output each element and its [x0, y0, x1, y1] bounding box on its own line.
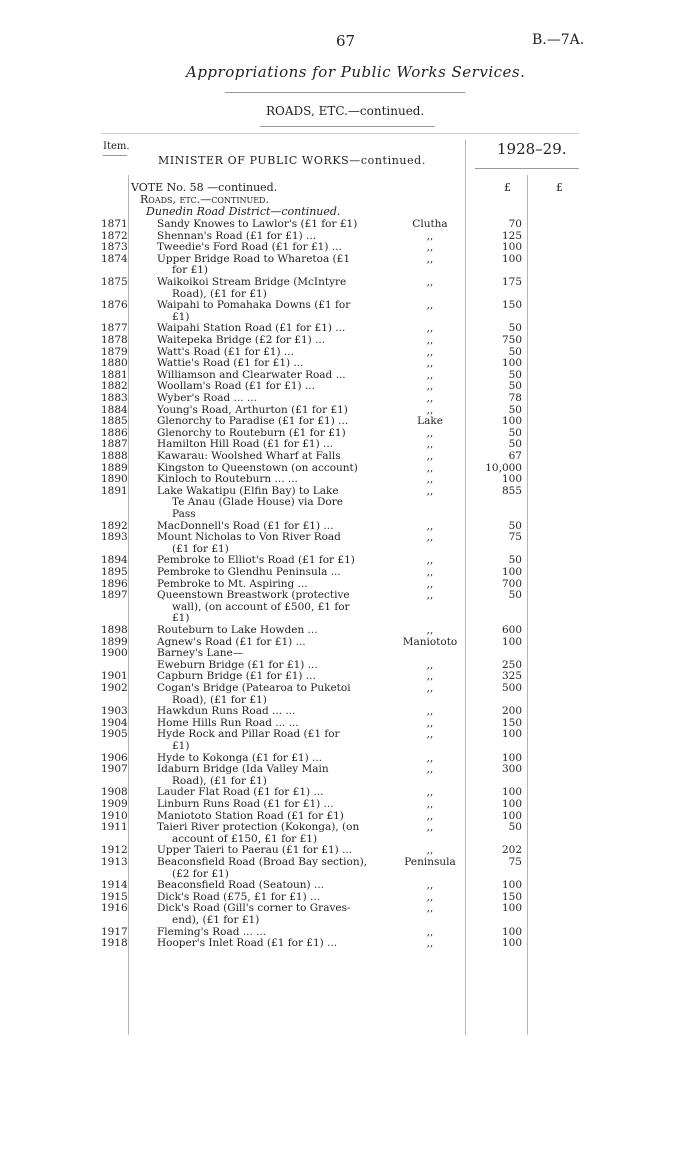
table-row — [0, 763, 700, 787]
item-description: Hawkdun Runs Road ... ... — [157, 705, 296, 718]
item-description: Queenstown Breastwork (protective — [157, 589, 350, 602]
item-description: Idaburn Bridge (Ida Valley Main — [157, 763, 329, 776]
district: ,, — [426, 879, 434, 892]
item-description: Home Hills Run Road ... ... — [157, 716, 299, 729]
district: ,, — [426, 357, 434, 370]
amount: 100 — [501, 415, 522, 428]
district: ,, — [426, 902, 434, 915]
item-number: 1895 — [101, 566, 128, 578]
amount: 100 — [501, 728, 522, 741]
district: ,, — [426, 229, 434, 242]
district: ,, — [426, 798, 434, 810]
amount: 100 — [501, 798, 522, 810]
district: ,, — [426, 705, 434, 718]
item-description: MacDonnell's Road (£1 for £1) ... — [157, 519, 334, 532]
table-top-rule — [101, 133, 579, 134]
amount: 100 — [501, 786, 522, 799]
district: ,, — [426, 450, 434, 462]
item-description: Lauder Flat Road (£1 for £1) ... — [157, 786, 324, 799]
table-row — [0, 856, 700, 880]
district: ,, — [426, 461, 434, 474]
amount: 50 — [508, 519, 522, 532]
amount: 50 — [508, 368, 522, 381]
item-description: Maniototo Station Road (£1 for £1) — [157, 809, 344, 822]
amount: 100 — [501, 566, 522, 578]
district: ,, — [426, 426, 434, 439]
item-description: Williamson and Clearwater Road ... — [157, 368, 346, 381]
item-number: 1877 — [101, 322, 128, 335]
item-description: £1) — [172, 739, 190, 752]
item-description: Shennan's Road (£1 for £1) ... — [157, 229, 317, 242]
district: ,, — [426, 925, 434, 938]
item-description: Dick's Road (Gill's corner to Graves- — [157, 902, 351, 915]
item-number: 1893 — [101, 531, 128, 544]
district: ,, — [426, 763, 434, 776]
item-number: 1873 — [101, 241, 128, 254]
item-description: wall), (on account of £500, £1 for — [172, 600, 350, 613]
item-description: Waipahi Station Road (£1 for £1) ... — [157, 322, 346, 335]
amount: 50 — [508, 589, 522, 602]
table-row — [0, 821, 700, 845]
table-row — [0, 728, 700, 752]
amount: 125 — [501, 229, 522, 242]
district: ,, — [426, 728, 434, 741]
district: ,, — [426, 577, 434, 590]
item-number: 1912 — [101, 844, 128, 857]
item-number: 1905 — [101, 728, 128, 741]
page-number: 67 — [336, 32, 356, 50]
item-number: 1888 — [101, 450, 128, 462]
item-description: Hyde Rock and Pillar Road (£1 for — [157, 728, 340, 741]
item-number: 1894 — [101, 554, 128, 567]
district: ,, — [426, 751, 434, 764]
amount: 150 — [501, 890, 522, 903]
item-number: 1872 — [101, 229, 128, 242]
item-description: Watt's Road (£1 for £1) ... — [157, 345, 294, 358]
title-rule — [225, 92, 465, 93]
district: ,, — [426, 716, 434, 729]
item-number: 1886 — [101, 426, 128, 439]
district: ,, — [426, 682, 434, 694]
amount: 300 — [501, 763, 522, 776]
item-description: Eweburn Bridge (£1 for £1) ... — [157, 658, 318, 671]
amount: 325 — [501, 670, 522, 683]
district: ,, — [426, 484, 434, 497]
amount: 500 — [501, 682, 522, 694]
district: ,, — [426, 554, 434, 567]
table-row — [0, 902, 700, 926]
item-description: Kawarau: Woolshed Wharf at Falls — [157, 450, 341, 462]
district: ,, — [426, 809, 434, 822]
table-row — [0, 937, 700, 950]
item-number: 1900 — [101, 647, 128, 660]
amount: 10,000 — [485, 461, 522, 474]
district: ,, — [426, 658, 434, 671]
item-number: 1880 — [101, 357, 128, 370]
item-description: account of £150, £1 for £1) — [172, 832, 318, 845]
amount: 150 — [501, 716, 522, 729]
item-column-header: Item. — [103, 141, 130, 152]
item-number: 1906 — [101, 751, 128, 764]
item-number: 1915 — [101, 890, 128, 903]
item-description: Waitepeka Bridge (£2 for £1) ... — [157, 334, 326, 346]
amount: 855 — [501, 484, 522, 497]
district: ,, — [426, 624, 434, 636]
district: ,, — [426, 844, 434, 857]
amount: 700 — [501, 577, 522, 590]
amount: 250 — [501, 658, 522, 671]
amount: 75 — [508, 856, 522, 868]
amount: 67 — [508, 450, 522, 462]
table-row — [0, 252, 700, 277]
item-description: (£2 for £1) — [172, 867, 229, 880]
item-description: Road), (£1 for £1) — [172, 774, 267, 787]
item-description: Upper Bridge Road to Wharetoa (£1 — [157, 252, 351, 265]
item-number: 1885 — [101, 415, 128, 428]
item-description: Waipahi to Pomahaka Downs (£1 for — [157, 299, 351, 312]
item-description: Taieri River protection (Kokonga), (on — [157, 821, 360, 834]
item-description: Glenorchy to Paradise (£1 for £1) ... — [157, 415, 349, 428]
table-row — [0, 276, 700, 300]
table-row — [0, 531, 700, 555]
item-number: 1890 — [101, 473, 128, 486]
item-number: 1910 — [101, 809, 128, 822]
district: ,, — [426, 438, 434, 451]
vote-heading: VOTE No. 58 —continued. — [131, 181, 278, 194]
district: ,, — [426, 786, 434, 799]
district: ,, — [426, 890, 434, 903]
amount: 50 — [508, 345, 522, 358]
item-description: for £1) — [172, 264, 209, 277]
item-number: 1884 — [101, 403, 128, 416]
item-description: Routeburn to Lake Howden ... — [157, 624, 318, 636]
section-rule — [260, 126, 435, 127]
amount: 100 — [501, 809, 522, 822]
amount: 50 — [508, 322, 522, 335]
table-row — [0, 589, 700, 625]
item-number: 1871 — [101, 218, 128, 230]
item-description: Kinloch to Routeburn ... ... — [157, 473, 298, 486]
item-description: Lake Wakatipu (Elfin Bay) to Lake — [157, 484, 339, 497]
item-number: 1918 — [101, 937, 128, 950]
amount: 50 — [508, 438, 522, 451]
district: Peninsula — [404, 856, 456, 868]
item-description: Linburn Runs Road (£1 for £1) ... — [157, 798, 334, 810]
item-description: Road), (£1 for £1) — [172, 693, 267, 706]
district: ,, — [426, 566, 434, 578]
item-number: 1913 — [101, 856, 128, 868]
item-description: end), (£1 for £1) — [172, 913, 260, 926]
table-row — [0, 484, 700, 520]
item-description: Sandy Knowes to Lawlor's (£1 for £1) — [157, 218, 358, 230]
district: ,, — [426, 670, 434, 683]
item-number: 1911 — [101, 821, 128, 834]
district: ,, — [426, 937, 434, 950]
district: ,, — [426, 392, 434, 404]
district: Maniototo — [402, 635, 458, 648]
amount: 100 — [501, 357, 522, 370]
district: ,, — [426, 368, 434, 381]
district: ,, — [426, 252, 434, 265]
pound-column-1: £ — [504, 181, 511, 194]
item-description: Wyber's Road ... ... — [157, 392, 257, 404]
amount: 175 — [501, 276, 522, 288]
ministry-heading: MINISTER OF PUBLIC WORKS—continued. — [158, 154, 426, 167]
item-description: Mount Nicholas to Von River Road — [157, 531, 341, 544]
amount: 100 — [501, 879, 522, 892]
district: ,, — [426, 334, 434, 346]
item-number: 1908 — [101, 786, 128, 799]
amount: 100 — [501, 635, 522, 648]
item-number: 1891 — [101, 484, 128, 497]
amount: 100 — [501, 902, 522, 915]
item-description: Kingston to Queenstown (on account) — [157, 461, 358, 474]
district-heading: Dunedin Road District—continued. — [146, 205, 341, 218]
district: ,, — [426, 241, 434, 254]
item-description: Agnew's Road (£1 for £1) ... — [157, 635, 306, 648]
item-description: Pass — [172, 507, 196, 520]
item-description: Pembroke to Elliot's Road (£1 for £1) — [157, 554, 355, 567]
amount: 600 — [501, 624, 522, 636]
table-row — [0, 682, 700, 706]
item-number: 1892 — [101, 519, 128, 532]
district: ,, — [426, 380, 434, 393]
district: ,, — [426, 589, 434, 602]
section-heading: ROADS, ETC.—continued. — [266, 104, 425, 118]
item-number: 1898 — [101, 624, 128, 636]
amount: 100 — [501, 751, 522, 764]
item-description: Glenorchy to Routeburn (£1 for £1) — [157, 426, 346, 439]
amount: 50 — [508, 426, 522, 439]
item-number: 1874 — [101, 252, 128, 265]
amount: 50 — [508, 380, 522, 393]
table-row — [0, 299, 700, 323]
item-description: Hyde to Kokonga (£1 for £1) ... — [157, 751, 323, 764]
item-description: (£1 for £1) — [172, 542, 229, 555]
district: ,, — [426, 276, 434, 288]
district: ,, — [426, 299, 434, 312]
item-number: 1901 — [101, 670, 128, 683]
item-number: 1904 — [101, 716, 128, 729]
item-description: Woollam's Road (£1 for £1) ... — [157, 380, 315, 393]
item-number: 1889 — [101, 461, 128, 474]
amount: 100 — [501, 473, 522, 486]
amount: 50 — [508, 821, 522, 834]
item-number: 1879 — [101, 345, 128, 358]
item-number: 1878 — [101, 334, 128, 346]
item-description: Hooper's Inlet Road (£1 for £1) ... — [157, 937, 338, 950]
item-description: Capburn Bridge (£1 for £1) ... — [157, 670, 316, 683]
amount: 200 — [501, 705, 522, 718]
district: ,, — [426, 403, 434, 416]
item-number: 1896 — [101, 577, 128, 590]
item-number: 1903 — [101, 705, 128, 718]
item-number: 1909 — [101, 798, 128, 810]
item-number: 1907 — [101, 763, 128, 776]
item-header-rule — [103, 155, 127, 156]
district: Lake — [417, 415, 443, 428]
item-description: Pembroke to Glendhu Peninsula ... — [157, 566, 341, 578]
district: ,, — [426, 519, 434, 532]
item-description: Hamilton Hill Road (£1 for £1) ... — [157, 438, 334, 451]
year-column-header: 1928–29. — [497, 140, 567, 158]
page-title: Appropriations for Public Works Services. — [186, 63, 526, 81]
document-reference: B.—7A. — [532, 32, 585, 48]
amount: 100 — [501, 937, 522, 950]
item-number: 1875 — [101, 276, 128, 288]
item-number: 1883 — [101, 392, 128, 404]
item-description: Beaconsfield Road (Seatoun) ... — [157, 879, 325, 892]
amount: 750 — [501, 334, 522, 346]
amount: 50 — [508, 403, 522, 416]
item-description: Young's Road, Arthurton (£1 for £1) — [157, 403, 348, 416]
item-description: Fleming's Road ... ... — [157, 925, 267, 938]
item-number: 1881 — [101, 368, 128, 381]
amount: 78 — [508, 392, 522, 404]
item-description: £1) — [172, 310, 190, 323]
item-description: Beaconsfield Road (Broad Bay section), — [157, 856, 368, 868]
amount: 100 — [501, 241, 522, 254]
district: ,, — [426, 473, 434, 486]
item-number: 1876 — [101, 299, 128, 312]
item-description: Barney's Lane— — [157, 647, 244, 660]
item-description: Waikoikoi Stream Bridge (McIntyre — [157, 276, 347, 288]
amount: 150 — [501, 299, 522, 312]
item-description: Upper Taieri to Paerau (£1 for £1) ... — [157, 844, 353, 857]
item-number: 1899 — [101, 635, 128, 648]
district: ,, — [426, 531, 434, 544]
subvote-heading: Roads, etc.—continued. — [140, 193, 269, 206]
item-number: 1914 — [101, 879, 128, 892]
amount: 100 — [501, 252, 522, 265]
item-description: Te Anau (Glade House) via Dore — [172, 496, 343, 509]
amount: 202 — [501, 844, 522, 857]
item-number: 1897 — [101, 589, 128, 602]
item-description: Wattie's Road (£1 for £1) ... — [157, 357, 304, 370]
item-description: Dick's Road (£75, £1 for £1) ... — [157, 890, 321, 903]
year-header-rule — [475, 168, 579, 169]
item-number: 1887 — [101, 438, 128, 451]
district: ,, — [426, 322, 434, 335]
item-description: Cogan's Bridge (Patearoa to Puketoi — [157, 682, 351, 694]
district: ,, — [426, 345, 434, 358]
amount: 100 — [501, 925, 522, 938]
district: Clutha — [412, 218, 448, 230]
item-description: Tweedie's Ford Road (£1 for £1) ... — [157, 241, 342, 254]
item-description: £1) — [172, 612, 190, 625]
amount: 75 — [508, 531, 522, 544]
item-description: Road), (£1 for £1) — [172, 287, 267, 300]
item-number: 1916 — [101, 902, 128, 915]
item-number: 1882 — [101, 380, 128, 393]
pound-column-2: £ — [556, 181, 563, 194]
amount: 70 — [508, 218, 522, 230]
item-number: 1917 — [101, 925, 128, 938]
amount: 50 — [508, 554, 522, 567]
item-description: Pembroke to Mt. Aspiring ... — [157, 577, 308, 590]
item-number: 1902 — [101, 682, 128, 694]
district: ,, — [426, 821, 434, 834]
